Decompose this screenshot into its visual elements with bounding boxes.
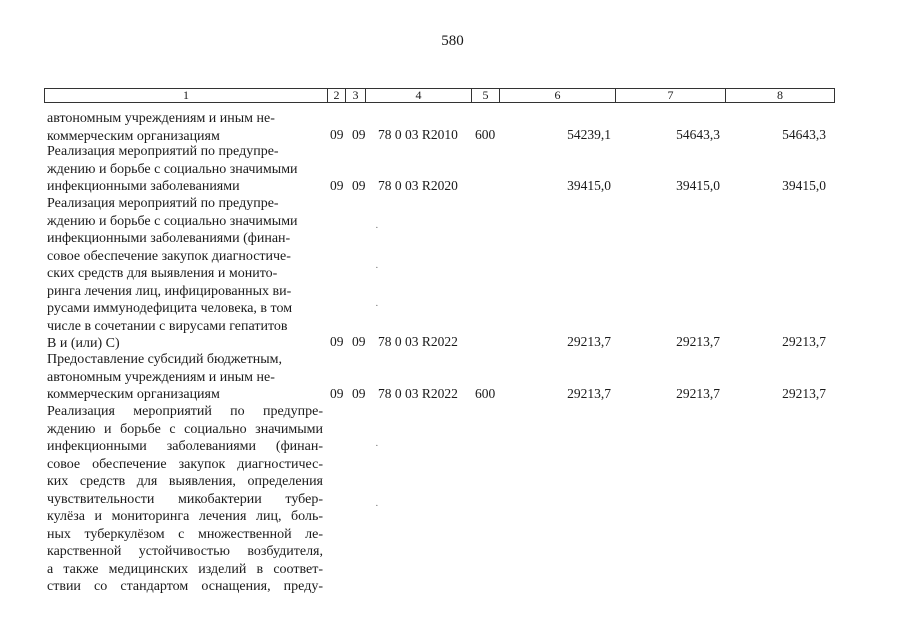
- row-2-col-8: 39415,0: [782, 178, 826, 193]
- header-col-1: 1: [45, 89, 328, 102]
- desc-line: ких средств для выявления, определения: [47, 474, 323, 489]
- row-5-description: [47, 403, 323, 596]
- header-col-4: 4: [366, 89, 472, 102]
- row-1-col-2: 09: [330, 127, 344, 142]
- row-1-col-7: 54643,3: [676, 127, 720, 142]
- row-4-col-6: 29213,7: [567, 386, 611, 401]
- desc-line: совое обеспечение закупок диагностиче-: [47, 248, 291, 264]
- desc-line: ждению и борьбе с социально значимыми: [47, 161, 298, 177]
- row-2-col-2: 09: [330, 178, 344, 193]
- header-col-5: 5: [472, 89, 500, 102]
- row-3-col-4: 78 0 03 R2022: [378, 334, 458, 349]
- desc-line: совое обеспечение закупок диагностичес-: [47, 456, 323, 472]
- page-number: 580: [441, 33, 464, 49]
- row-3-col-3: 09: [352, 334, 366, 349]
- header-col-2: 2: [328, 89, 346, 102]
- row-4-col-8: 29213,7: [782, 386, 826, 401]
- row-4-description: [47, 351, 323, 404]
- desc-line: кулёза и мониторинга лечения лиц, боль-: [47, 509, 323, 524]
- desc-line: инфекционными заболеваниями (финан-: [47, 439, 323, 454]
- scan-mark: ·: [375, 262, 379, 274]
- desc-line: ствии со стандартом оснащения, преду-: [47, 579, 323, 594]
- row-1-col-3: 09: [352, 127, 366, 142]
- row-3-col-7: 29213,7: [676, 334, 720, 349]
- row-4-col-4: 78 0 03 R2022: [378, 386, 458, 401]
- row-1-col-5: 600: [475, 127, 496, 142]
- row-2-description: [47, 143, 323, 196]
- row-4-col-7: 29213,7: [676, 386, 720, 401]
- scan-mark: ·: [375, 222, 379, 234]
- desc-line: ринга лечения лиц, инфицированных ви-: [47, 283, 292, 299]
- desc-line: Реализация мероприятий по предупре-: [47, 196, 279, 211]
- desc-line: числе в сочетании с вирусами гепатитов: [47, 318, 288, 334]
- desc-line: В и (или) С): [47, 336, 120, 351]
- row-3-col-6: 29213,7: [567, 334, 611, 349]
- row-2-col-3: 09: [352, 178, 366, 193]
- desc-line: автономным учреждениям и иным не-: [47, 111, 275, 126]
- table-header: [44, 88, 835, 103]
- header-col-8: 8: [777, 88, 783, 102]
- desc-line: ных туберкулёзом с множественной ле-: [47, 526, 323, 542]
- desc-line: Реализация мероприятий по предупре-: [47, 404, 323, 419]
- desc-line: коммерческим организациям: [47, 128, 220, 144]
- desc-line: коммерческим организациям: [47, 387, 220, 402]
- desc-line: инфекционными заболеваниями (финан-: [47, 231, 291, 246]
- desc-line: ждению и борьбе с социально значимыми: [47, 213, 298, 229]
- row-1-description: [47, 110, 323, 145]
- row-3-col-2: 09: [330, 334, 344, 349]
- desc-line: ждению и борьбе с социально значимыми: [47, 421, 323, 437]
- desc-line: русами иммунодефицита человека, в том: [47, 301, 293, 316]
- desc-line: чувствительности микобактерии тубер-: [47, 491, 323, 507]
- desc-line: инфекционными заболеваниями: [47, 179, 240, 194]
- desc-line: Предоставление субсидий бюджетным,: [47, 352, 283, 367]
- row-3-col-8: 29213,7: [782, 334, 826, 349]
- desc-line: ских средств для выявления и монито-: [47, 266, 278, 281]
- row-1-col-4: 78 0 03 R2010: [378, 127, 458, 142]
- desc-line: Реализация мероприятий по предупре-: [47, 144, 279, 159]
- row-4-col-2: 09: [330, 386, 344, 401]
- row-2-col-6: 39415,0: [567, 178, 611, 193]
- desc-line: а также медицинских изделий в соответ-: [47, 561, 323, 577]
- scan-mark: ·: [375, 500, 379, 512]
- row-2-col-4: 78 0 03 R2020: [378, 178, 458, 193]
- row-1-col-8: 54643,3: [782, 127, 826, 142]
- scan-mark: ·: [375, 440, 379, 452]
- row-2-col-7: 39415,0: [676, 178, 720, 193]
- desc-line: автономным учреждениям и иным не-: [47, 369, 275, 385]
- header-col-6: 6: [500, 89, 616, 102]
- desc-line: карственной устойчивостью возбудителя,: [47, 544, 323, 559]
- header-col-3: 3: [346, 89, 366, 102]
- row-1-col-6: 54239,1: [567, 127, 611, 142]
- row-4-col-3: 09: [352, 386, 366, 401]
- header-col-7: 7: [616, 89, 726, 102]
- scan-mark: ·: [375, 300, 379, 312]
- row-3-description: [47, 195, 323, 353]
- row-4-col-5: 600: [475, 386, 496, 401]
